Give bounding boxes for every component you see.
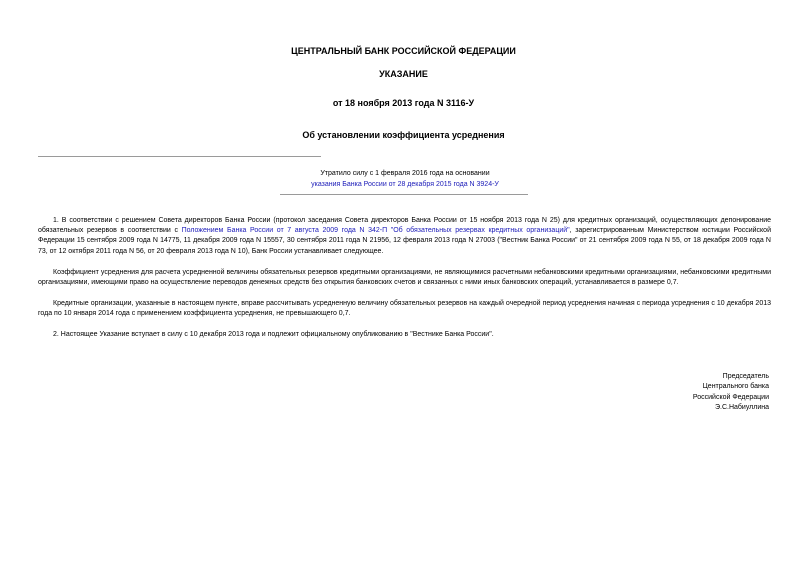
- document-title: Об установлении коэффициента усреднения: [302, 130, 505, 140]
- document-date-number: от 18 ноября 2013 года N 3116-У: [332, 98, 475, 108]
- paragraph-3: [38, 299, 771, 319]
- document-type: УКАЗАНИЕ: [379, 69, 428, 79]
- repeal-note-text: Утратило силу с 1 февраля 2016 года на основании: [320, 170, 490, 177]
- repeal-note: [280, 168, 530, 190]
- note-divider: [280, 194, 528, 195]
- signature-block: [693, 372, 769, 413]
- regulation-342p-link[interactable]: Положением Банка России от 7 августа 2009 года N 342-П "Об обязательных резервах кредитных организаций": [181, 227, 570, 235]
- repeal-note-link[interactable]: указания Банка России от 28 декабря 2015 года N 3924-У: [311, 181, 499, 188]
- signature-organization: Центрального банка: [702, 383, 769, 391]
- paragraph-2: [38, 268, 771, 288]
- paragraph-1: [38, 216, 771, 257]
- paragraph-1-text-b: , зарегистрированным Министерством юстиции Российской Федерации 15 сентября 2009 года N 14775, 11 декабря 2009 года N 15557, 30 сентября 2011 года N 21956, 12 февраля 2013 года N 27003 ("Вестник Банка России" от 21 сентября 2009 года N 55, от 18 декабря 2009 года N 73, от 12 октября 2011 года N 56, от 20 февраля 2013 года N 10), Банк России устанавливает следующее.: [38, 227, 771, 255]
- bank-name: ЦЕНТРАЛЬНЫЙ БАНК РОССИЙСКОЙ ФЕДЕРАЦИИ: [291, 46, 516, 56]
- paragraph-1-text-a: 1. В соответствии с решением Совета директоров Банка России (протокол заседания Совета директоров Банка России от 15 ноября 2013 года N 25) для кредитных организаций, осуществляющих депонирование обязательных резервов в соответствии с: [38, 217, 771, 235]
- signature-position: Председатель: [722, 373, 769, 380]
- paragraph-2-text: Коэффициент усреднения для расчета усредненной величины обязательных резервов кредитными организациями, не являющимися расчетными небанковскими кредитными организациями, небанковскими кредитными организациями, имеющими право на осуществление переводов денежных средств без открытия банковских счетов и связанных с ними иных банковских операций, устанавливается в размере 0,7.: [38, 269, 771, 287]
- title-divider: [38, 156, 321, 157]
- paragraph-3-text: Кредитные организации, указанные в настоящем пункте, вправе рассчитывать усредненную величину обязательных резервов на каждый очередной период усреднения начиная с периода усреднения с 10 декабря 2013 года по 10 января 2014 года с применением коэффициента усреднения, не превышающего 0,7.: [38, 300, 771, 318]
- signature-name: Э.С.Набиуллина: [714, 403, 769, 411]
- paragraph-4-text: 2. Настоящее Указание вступает в силу с 10 декабря 2013 года и подлежит официальному опубликованию в "Вестнике Банка России".: [53, 331, 494, 338]
- signature-country: Российской Федерации: [692, 393, 769, 401]
- paragraph-4: [38, 330, 771, 340]
